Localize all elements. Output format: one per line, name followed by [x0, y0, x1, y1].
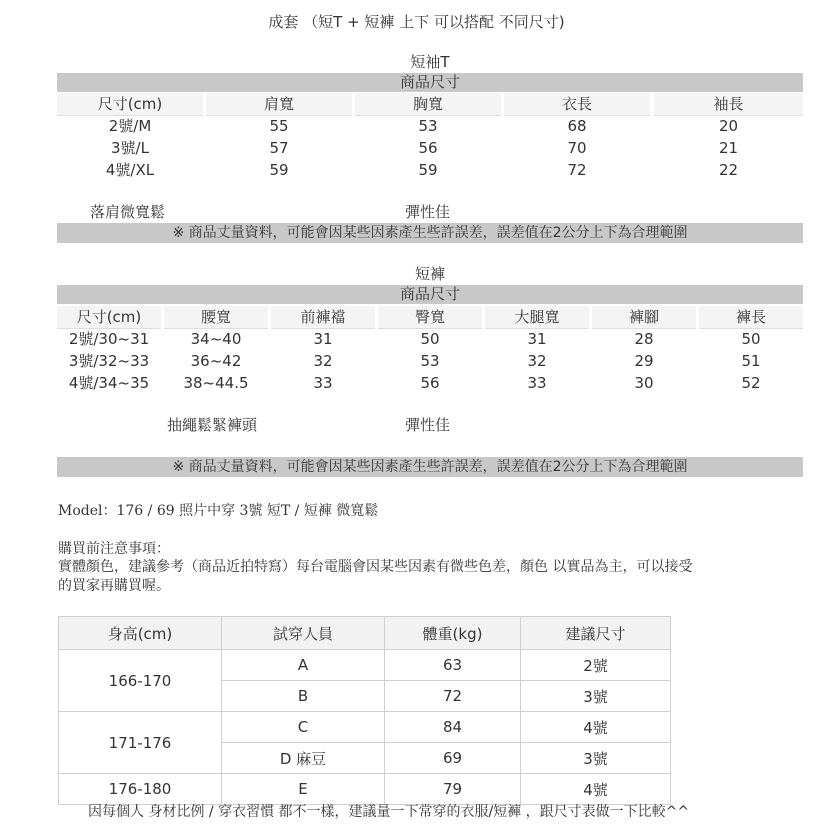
table-cell: 72 — [567, 161, 587, 179]
table-cell: 68 — [567, 117, 587, 135]
header-height: 身高(cm) — [59, 617, 222, 650]
tshirt-header-cell: 胸寬 — [355, 93, 501, 116]
height-range-cell: 166-170 — [59, 650, 222, 712]
weight-cell: 79 — [385, 774, 521, 805]
table-cell: 31 — [313, 330, 333, 348]
shorts-disclaimer: ※ 商品丈量資料，可能會因某些因素產生些許誤差，誤差值在2公分上下為合理範圍 — [57, 457, 803, 477]
size-cell: 3號 — [521, 743, 671, 774]
table-cell: 50 — [420, 330, 440, 348]
tshirt-feature-fit: 落肩微寬鬆 — [90, 203, 166, 221]
shorts-header-cell: 褲腳 — [592, 306, 696, 329]
tshirt-header-cell: 袖長 — [654, 93, 803, 116]
size-cell: 4號 — [521, 774, 671, 805]
header-person: 試穿人員 — [222, 617, 385, 650]
tshirt-title: 短袖T — [410, 53, 450, 71]
table-cell: 55 — [269, 117, 289, 135]
person-cell: D 麻豆 — [222, 743, 385, 774]
shorts-header-cell: 臀寬 — [378, 306, 482, 329]
table-cell: 52 — [741, 374, 761, 392]
header-size: 建議尺寸 — [521, 617, 671, 650]
shorts-band: 商品尺寸 — [57, 285, 803, 304]
table-cell: 4號/XL — [105, 161, 155, 179]
shorts-header-row — [57, 306, 803, 328]
table-cell: 33 — [313, 374, 333, 392]
table-cell: 4號/34~35 — [68, 374, 150, 392]
weight-cell: 69 — [385, 743, 521, 774]
tshirt-header-cell: 肩寬 — [206, 93, 352, 116]
table-cell: 2號/30~31 — [68, 330, 150, 348]
weight-cell: 84 — [385, 712, 521, 743]
table-cell: 31 — [527, 330, 547, 348]
notice-line: 實體顏色，建議參考（商品近拍特寫）每台電腦會因某些因素有微些色差，顏色 以實品為主，可以接受 — [58, 559, 693, 575]
person-cell: E — [222, 774, 385, 805]
notice-line: 的買家再購買喔。 — [58, 578, 170, 594]
table-row — [57, 137, 803, 159]
table-cell: 70 — [567, 139, 587, 157]
table-cell: 56 — [418, 139, 438, 157]
table-cell: 33 — [527, 374, 547, 392]
set-title: 成套 （短T + 短褲 上下 可以搭配 不同尺寸) — [268, 13, 565, 31]
shorts-header-cell: 尺寸(cm) — [57, 306, 161, 329]
fit-reference-table — [58, 616, 671, 805]
table-row — [59, 650, 671, 681]
shorts-header-cell: 大腿寬 — [485, 306, 589, 329]
size-cell: 3號 — [521, 681, 671, 712]
table-cell: 57 — [269, 139, 289, 157]
table-cell: 32 — [313, 352, 333, 370]
footer-note: 因每個人 身材比例 / 穿衣習慣 都不一樣，建議量一下常穿的衣服/短褲 ，跟尺寸表做一下比較^^ — [88, 804, 690, 820]
tshirt-band: 商品尺寸 — [57, 73, 803, 92]
shorts-size-table — [57, 306, 803, 396]
table-cell: 56 — [420, 374, 440, 392]
table-cell: 28 — [634, 330, 654, 348]
tshirt-header-cell: 尺寸(cm) — [57, 93, 203, 116]
table-cell: 3號/L — [111, 139, 149, 157]
tshirt-size-table — [57, 93, 803, 183]
table-cell: 38~44.5 — [183, 374, 249, 392]
table-row — [57, 372, 803, 394]
table-cell: 22 — [718, 161, 739, 179]
person-cell: C — [222, 712, 385, 743]
shorts-header-cell: 腰寬 — [164, 306, 268, 329]
size-cell: 4號 — [521, 712, 671, 743]
shorts-title: 短褲 — [414, 265, 445, 283]
shorts-feature-waist: 抽繩鬆緊褲頭 — [167, 416, 258, 434]
model-info: Model：176 / 69 照片中穿 3號 短T / 短褲 微寬鬆 — [58, 503, 379, 519]
weight-cell: 63 — [385, 650, 521, 681]
height-range-cell: 176-180 — [59, 774, 222, 805]
weight-cell: 72 — [385, 681, 521, 712]
table-cell: 29 — [634, 352, 654, 370]
table-cell: 34~40 — [190, 330, 242, 348]
table-cell: 59 — [269, 161, 289, 179]
shorts-feature-stretch: 彈性佳 — [405, 416, 451, 434]
shorts-header-cell: 褲長 — [699, 306, 803, 329]
tshirt-feature-stretch: 彈性佳 — [405, 203, 451, 221]
table-cell: 59 — [418, 161, 438, 179]
table-row — [57, 350, 803, 372]
person-cell: A — [222, 650, 385, 681]
table-cell: 21 — [718, 139, 739, 157]
table-cell: 32 — [527, 352, 547, 370]
size-cell: 2號 — [521, 650, 671, 681]
notice-title: 購買前注意事項： — [58, 541, 170, 557]
tshirt-header-row — [57, 93, 803, 115]
table-cell: 30 — [634, 374, 654, 392]
table-cell: 2號/M — [108, 117, 152, 135]
table-row — [57, 115, 803, 137]
table-row — [59, 712, 671, 743]
table-cell: 53 — [418, 117, 438, 135]
shorts-header-cell: 前褲襠 — [271, 306, 375, 329]
table-cell: 53 — [420, 352, 440, 370]
table-row — [59, 774, 671, 805]
table-cell: 50 — [741, 330, 761, 348]
table-row — [57, 328, 803, 350]
table-cell: 3號/32~33 — [68, 352, 150, 370]
table-header-row — [59, 617, 671, 650]
header-weight: 體重(kg) — [385, 617, 521, 650]
tshirt-header-cell: 衣長 — [504, 93, 650, 116]
tshirt-disclaimer: ※ 商品丈量資料，可能會因某些因素產生些許誤差，誤差值在2公分上下為合理範圍 — [57, 223, 803, 243]
table-cell: 36~42 — [190, 352, 242, 370]
person-cell: B — [222, 681, 385, 712]
table-cell: 20 — [718, 117, 739, 135]
height-range-cell: 171-176 — [59, 712, 222, 774]
table-cell: 51 — [741, 352, 761, 370]
table-row — [57, 159, 803, 181]
